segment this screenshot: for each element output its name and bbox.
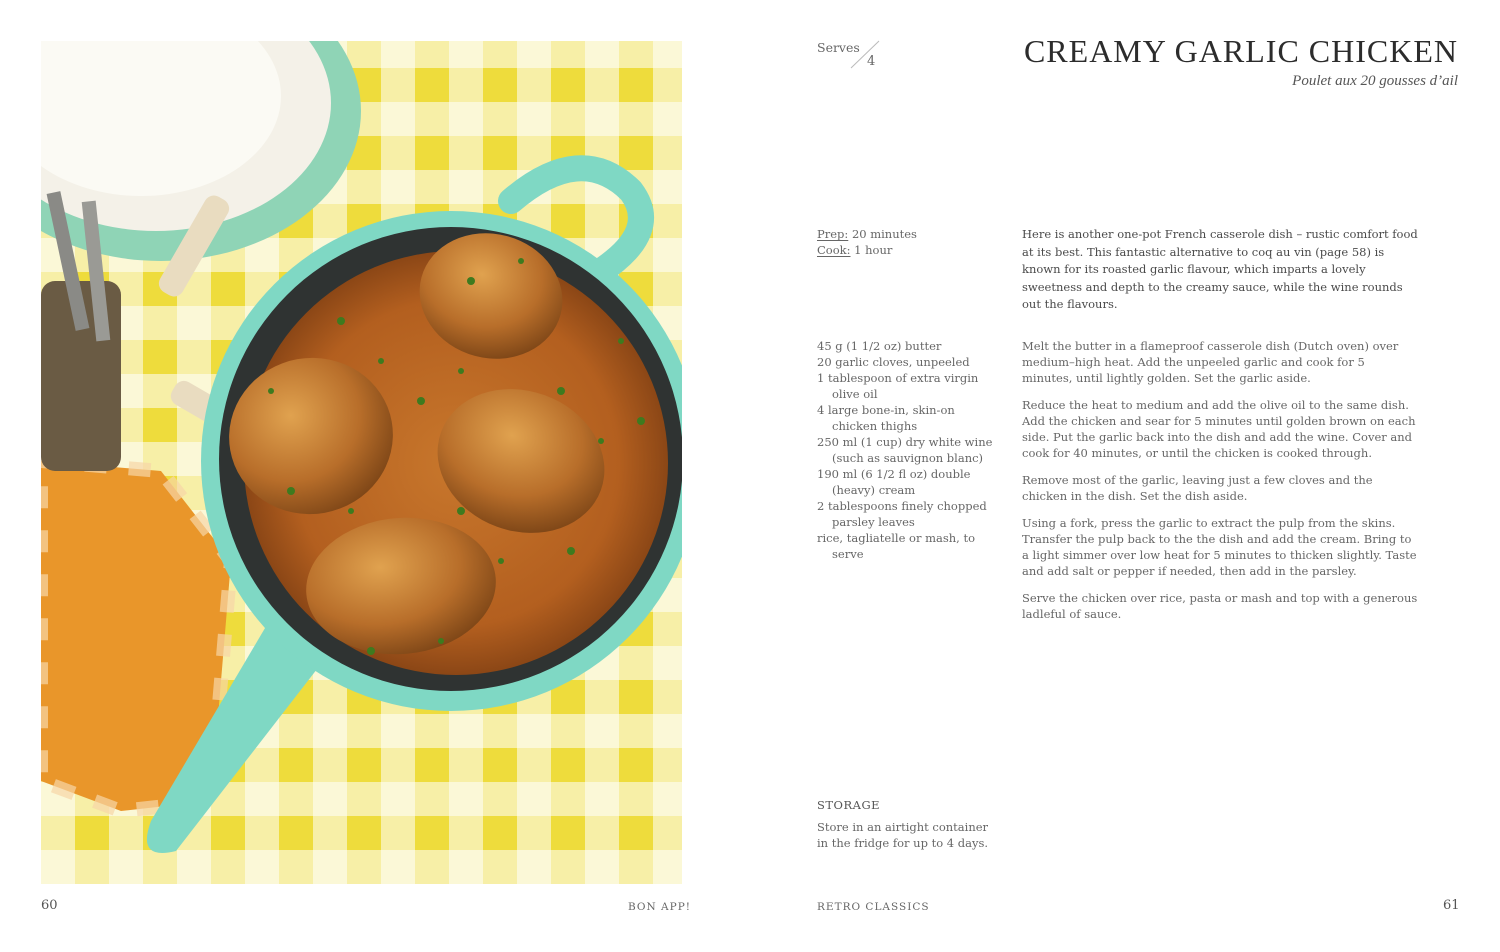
left-page-number: 60 (41, 898, 58, 913)
ingredient-item: rice, tagliatelle or mash, to serve (817, 531, 976, 561)
ingredient-item: 20 garlic cloves, unpeeled (817, 355, 970, 369)
method-step: Using a fork, press the garlic to extract the pulp from the skins. Transfer the pulp back to the the dish and add the cream. Bring to a light simmer over low heat for 5 minutes to thicken slightly. Taste and add salt or pepper if needed, then add in the parsley. (1022, 516, 1417, 578)
recipe-photo (41, 41, 682, 884)
prep-label: Prep: (817, 227, 849, 241)
ingredient-item: 250 ml (1 cup) dry white wine (such as sauvignon blanc) (817, 435, 993, 465)
ingredient-item: 4 large bone-in, skin-on chicken thighs (817, 403, 955, 433)
serves-label: Serves (817, 40, 860, 55)
storage-heading: STORAGE (817, 798, 881, 812)
intro-text: Here is another one-pot French casserole dish – rustic comfort food at its best. This fantastic alternative to coq au vin (page 58) is known for its roasted garlic flavour, which imparts a lovely sweetness and depth to the creamy sauce, while the wine rounds out the flavours. (1022, 227, 1418, 311)
recipe-title: CREAMY GARLIC CHICKEN (1023, 33, 1458, 69)
serves-divider (848, 40, 882, 70)
storage-text: Store in an airtight container in the fridge for up to 4 days. (817, 820, 989, 850)
method-step: Reduce the heat to medium and add the olive oil to the same dish. Add the chicken and sear for 5 minutes until golden brown on each side. Put the garlic back into the dish and add the wine. Cover and cook for 40 minutes, or until the chicken is cooked through. (1022, 398, 1416, 460)
right-page-number: 61 (1443, 898, 1460, 913)
method-steps (1022, 338, 1418, 633)
ingredients-list (817, 338, 999, 562)
prep-value: 20 minutes (851, 227, 917, 241)
ingredient-item: 190 ml (6 1/2 fl oz) double (heavy) cream (817, 467, 971, 497)
method-step: Serve the chicken over rice, pasta or mash and top with a generous ladleful of sauce. (1022, 591, 1418, 621)
timing (817, 226, 997, 258)
serves-value: 4 (867, 54, 876, 69)
ingredient-item: 2 tablespoons finely chopped parsley leaves (817, 499, 987, 529)
cook-label: Cook: (817, 243, 851, 257)
right-running-head: RETRO CLASSICS (817, 901, 930, 913)
recipe-subtitle: Poulet aux 20 gousses d’ail (1292, 73, 1458, 89)
ingredient-item: 45 g (1 1/2 oz) butter (817, 339, 942, 353)
method-step: Melt the butter in a flameproof casserole dish (Dutch oven) over medium–high heat. Add the unpeeled garlic and cook for 5 minutes, until lightly golden. Set the garlic aside. (1022, 339, 1399, 385)
left-running-head: BON APP! (628, 901, 691, 913)
method-step: Remove most of the garlic, leaving just a few cloves and the chicken in the dish. Set the dish aside. (1022, 473, 1373, 503)
cook-value: 1 hour (854, 243, 893, 257)
ingredient-item: 1 tablespoon of extra virgin olive oil (817, 371, 979, 401)
